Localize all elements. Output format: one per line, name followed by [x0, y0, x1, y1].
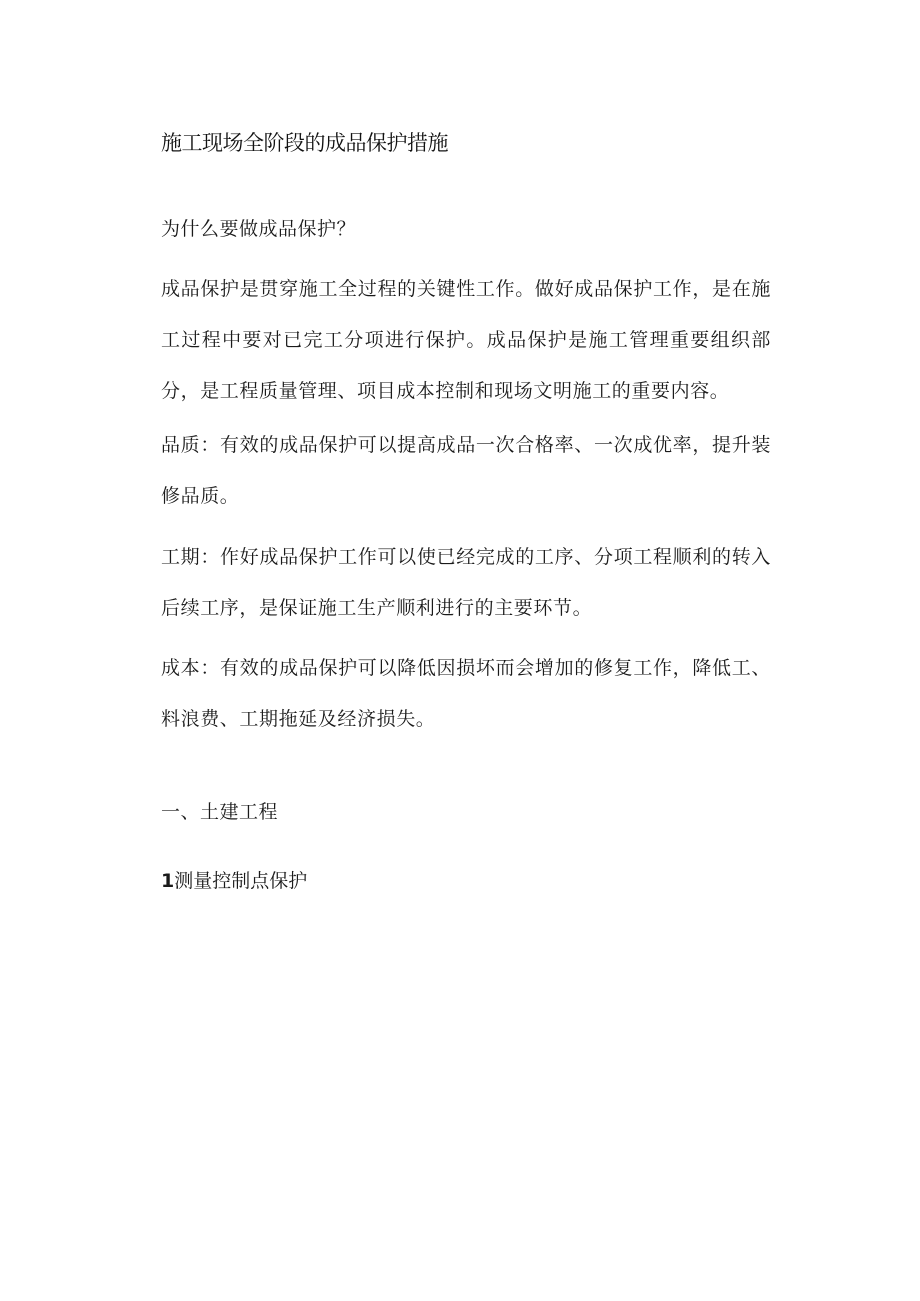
subsection-heading: [161, 866, 307, 893]
paragraph-schedule: 工期：作好成品保护工作可以使已经完成的工序、分项工程顺利的转入后续工序，是保证施工生产顺利进行的主要环节。: [161, 546, 771, 619]
subsection-number: 1: [161, 870, 175, 892]
section-heading: 一、土建工程: [161, 801, 279, 823]
subsection-label: 测量控制点保护: [174, 870, 308, 892]
document-title: 施工现场全阶段的成品保护措施: [161, 131, 448, 155]
question-heading: 为什么要做成品保护？: [161, 218, 357, 240]
paragraph-cost: 成本：有效的成品保护可以降低因损坏而会增加的修复工作，降低工、料浪费、工期拖延及经济损失。: [161, 657, 771, 730]
paragraph-intro: 成品保护是贯穿施工全过程的关键性工作。做好成品保护工作，是在施工过程中要对已完工分项进行保护。成品保护是施工管理重要组织部分，是工程质量管理、项目成本控制和现场文明施工的重要内容。: [161, 278, 771, 402]
paragraph-quality: 品质：有效的成品保护可以提高成品一次合格率、一次成优率，提升装修品质。: [161, 434, 771, 507]
